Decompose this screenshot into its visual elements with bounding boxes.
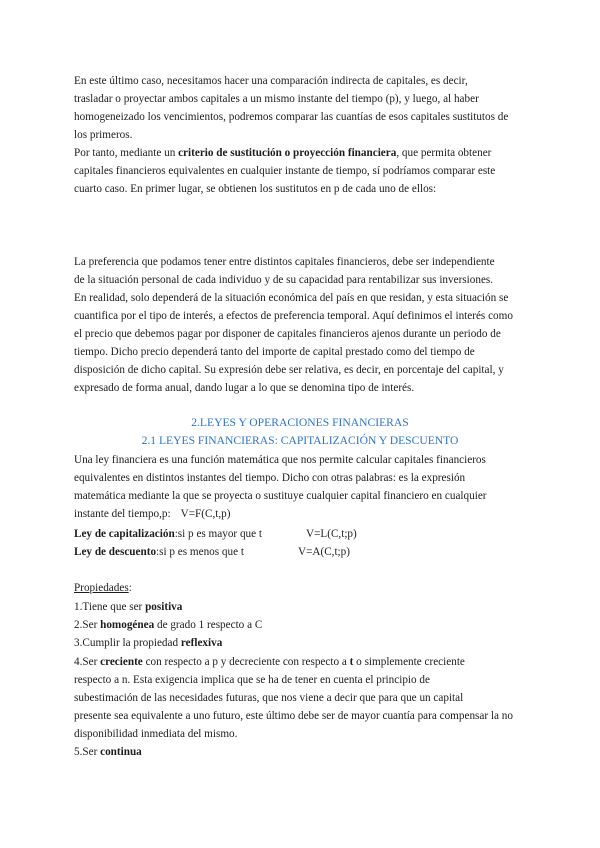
paragraph-line: En este último caso, necesitamos hacer una comparación indirecta de capitales, es decir, — [74, 75, 468, 87]
paragraph-line: presente sea equivalente a uno futuro, este último debe ser de mayor cuantía para compensar la no — [74, 710, 513, 722]
formula-general: V=F(C,t,p) — [180, 508, 231, 520]
bold-term: t — [349, 656, 354, 668]
paragraph-line: trasladar o proyectar ambos capitales a un mismo instante del tiempo (p), y luego, al haber — [74, 93, 479, 105]
paragraph-line: equivalentes en distintos instantes del tiempo. Dicho con otras palabras: es la expresión — [74, 472, 466, 484]
paragraph-line: disposición de dicho capital. Su expresión debe ser relativa, es decir, en porcentaje del capital, y — [74, 364, 504, 376]
section-heading: 2.LEYES Y OPERACIONES FINANCIERAS — [191, 416, 409, 429]
paragraph-line: el precio que debemos pagar por disponer de capitales financieros ajenos durante un periodo de — [74, 328, 501, 340]
properties-title-text: Propiedades — [74, 582, 129, 594]
paragraph-line — [74, 146, 491, 160]
paragraph-line: de la situación personal de cada individuo y de su capacidad para rentabilizar sus inversiones. — [74, 274, 494, 286]
bold-term: continua — [100, 746, 142, 758]
text: 3.Cumplir la propiedad — [74, 637, 181, 649]
paragraph-line: homogeneizado los vencimientos, podremos comparar las cuantías de esos capitales sustitutos de — [74, 111, 509, 123]
law-condition: :si p es menos que t — [156, 546, 244, 558]
property-item — [74, 618, 262, 632]
text: , que permita obtener — [396, 147, 492, 159]
law-condition: :si p es mayor que t — [174, 528, 262, 540]
paragraph-line: subestimación de las necesidades futuras, que nos viene a decir que para que un capital — [74, 692, 464, 704]
formula-discount: V=A(C,t;p) — [298, 546, 350, 558]
paragraph-line: respecto a n. Esta exigencia implica que se ha de tener en cuenta el principio de — [74, 674, 430, 686]
text: de grado 1 respecto a C — [154, 619, 263, 631]
properties-title — [74, 581, 132, 595]
property-item — [74, 600, 182, 614]
text: con respecto a p y decreciente con respecto a — [142, 656, 350, 668]
text: instante del tiempo,p: — [74, 508, 171, 520]
text: 5.Ser — [74, 746, 101, 758]
paragraph-line: cuarto caso. En primer lugar, se obtienen los sustitutos en p de cada uno de ellos: — [74, 183, 437, 195]
property-item — [74, 745, 142, 759]
property-item — [74, 636, 222, 650]
bold-term: creciente — [100, 656, 143, 668]
paragraph-line: los primeros. — [74, 129, 133, 141]
paragraph-line: La preferencia que podamos tener entre distintos capitales financieros, debe ser independiente — [74, 256, 495, 268]
colon: : — [128, 582, 132, 594]
text: 2.Ser — [74, 619, 101, 631]
text: 1.Tiene que ser — [74, 601, 146, 613]
law-label: Ley de capitalización — [74, 528, 175, 540]
law-discount — [74, 545, 244, 559]
paragraph-line: En realidad, solo dependerá de la situación económica del país en que residan, y esta situación se — [74, 292, 509, 304]
bold-term: positiva — [145, 601, 183, 613]
paragraph-line — [74, 507, 230, 521]
paragraph-line: expresado de forma anual, dando lugar a lo que se denomina tipo de interés. — [74, 382, 415, 394]
paragraph-line: tiempo. Dicho precio dependerá tanto del importe de capital prestado como del tiempo de — [74, 346, 475, 358]
law-label: Ley de descuento — [74, 546, 157, 558]
paragraph-line: disponibilidad inmediata del mismo. — [74, 728, 238, 740]
bold-term: reflexiva — [180, 637, 223, 649]
bold-term: homogénea — [100, 619, 155, 631]
text: o simplemente creciente — [353, 656, 465, 668]
formula-capitalization: V=L(C,t;p) — [306, 528, 357, 540]
paragraph-line: matemática mediante la que se proyecta o sustituye cualquier capital financiero en cualquier — [74, 490, 487, 502]
property-item — [74, 655, 465, 669]
paragraph-line: cuantifica por el tipo de interés, a efectos de preferencia temporal. Aquí definimos el interés como — [74, 310, 513, 322]
bold-term: criterio de sustitución o proyección financiera — [178, 147, 397, 159]
text: 4.Ser — [74, 656, 101, 668]
paragraph-line: Una ley financiera es una función matemática que nos permite calcular capitales financieros — [74, 454, 486, 466]
law-capitalization — [74, 527, 262, 541]
paragraph-line: capitales financieros equivalentes en cualquier instante de tiempo, sí podríamos comparar este — [74, 165, 496, 177]
text: Por tanto, mediante un — [74, 147, 179, 159]
subsection-heading: 2.1 LEYES FINANCIERAS: CAPITALIZACIÓN Y DESCUENTO — [141, 434, 459, 447]
